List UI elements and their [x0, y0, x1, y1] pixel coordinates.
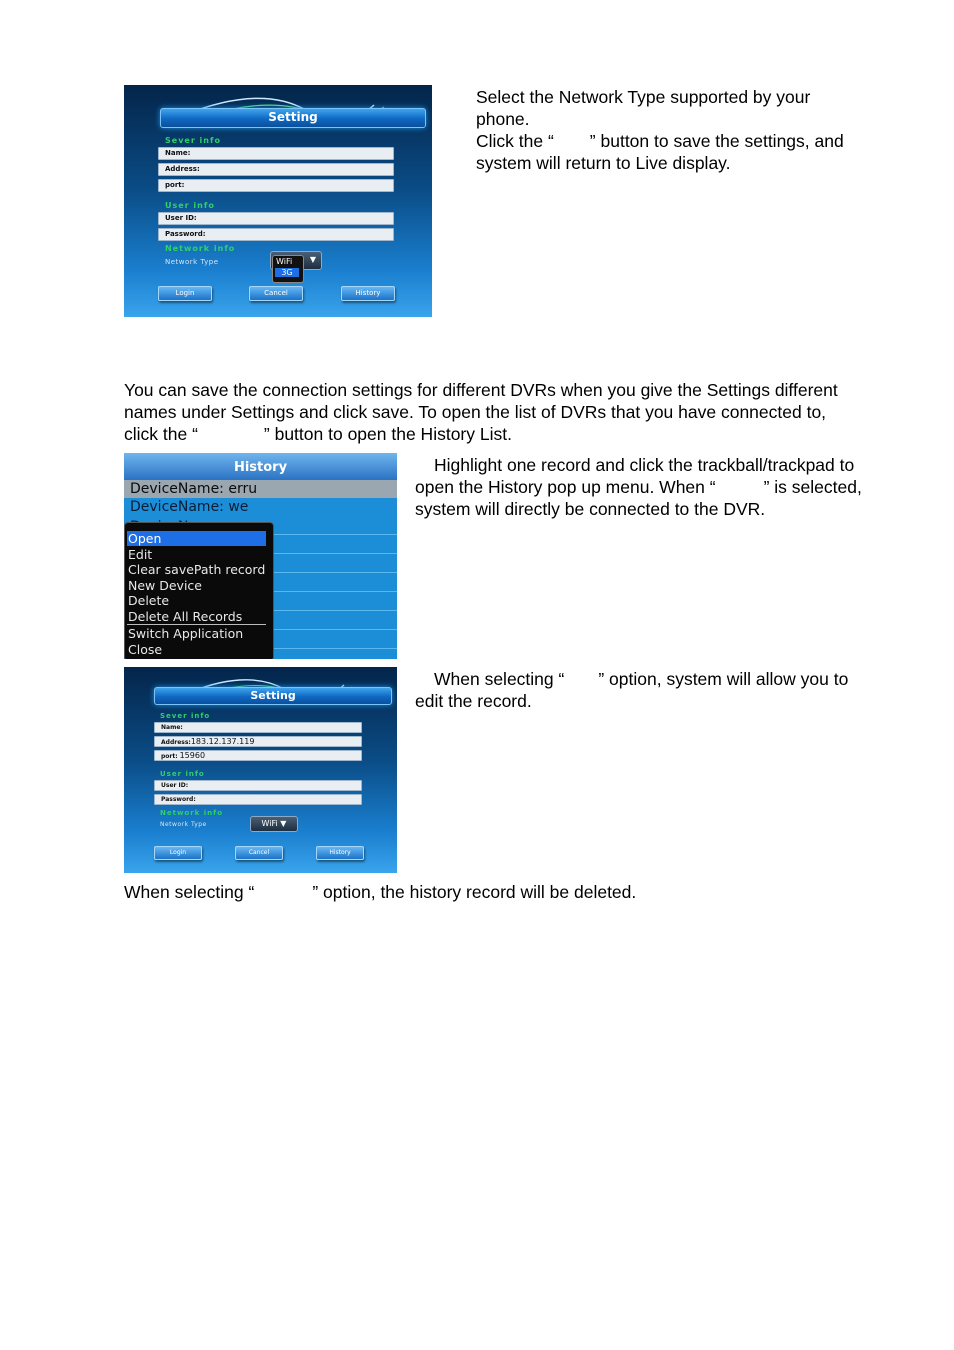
cancel-button[interactable]: Cancel: [235, 846, 283, 860]
network-type-label: Network Type: [160, 821, 207, 828]
section3-line1: Highlight one record and click the trackball/trackpad to: [434, 455, 855, 475]
menu-item-close[interactable]: Close: [128, 642, 163, 657]
section1-line1: Select the Network Type supported by your: [476, 87, 811, 107]
user-info-heading: User info: [160, 770, 205, 778]
user-id-label: User ID:: [165, 214, 197, 222]
history-row[interactable]: [124, 498, 397, 516]
address-value: 183.12.137.119: [190, 737, 255, 746]
history-title-bar: [124, 453, 397, 480]
network-type-dropdown[interactable]: [250, 816, 298, 832]
history-button[interactable]: History: [341, 286, 395, 301]
user-info-heading: User info: [165, 201, 215, 210]
user-id-field[interactable]: [154, 780, 362, 791]
name-field[interactable]: [158, 147, 394, 160]
menu-divider: [127, 624, 266, 625]
menu-item-clear-savepath[interactable]: Clear savePath record: [128, 562, 266, 577]
history-item: DeviceName: we: [130, 499, 249, 515]
network-info-heading: Network info: [165, 244, 236, 253]
cancel-button[interactable]: Cancel: [249, 286, 303, 301]
menu-item-new-device[interactable]: New Device: [128, 578, 202, 593]
password-label: Password:: [161, 796, 196, 803]
option-3g[interactable]: 3G: [275, 268, 299, 277]
network-info-heading: Network info: [160, 809, 224, 817]
user-id-label: User ID:: [161, 782, 189, 789]
network-type-value: WiFi ▼: [261, 819, 287, 828]
menu-item-edit[interactable]: Edit: [128, 547, 153, 562]
address-field[interactable]: [154, 736, 362, 747]
server-info-heading: Sever info: [160, 712, 211, 720]
setting-screenshot: [124, 85, 432, 317]
menu-item-open[interactable]: Open: [128, 531, 162, 546]
section5-text: [124, 881, 914, 903]
section5-line1-post: ” option, the history record will be deleted.: [312, 882, 637, 902]
network-type-label: Network Type: [165, 258, 219, 266]
section4-line1-pre: When selecting “: [434, 669, 565, 689]
section3-line2-post: ” is selected,: [763, 477, 862, 497]
section3-line2-pre: open the History pop up menu. When “: [415, 477, 716, 497]
section4-line1-post: ” option, system will allow you to: [598, 669, 849, 689]
history-item: DeviceName: erru: [130, 481, 258, 497]
history-screenshot: [124, 453, 397, 659]
history-title: History: [233, 460, 288, 475]
section3-text: [415, 454, 915, 520]
page-title: Setting: [268, 110, 318, 124]
setting-title-banner: [154, 687, 392, 705]
network-type-options: [272, 255, 304, 283]
port-label: port:: [161, 753, 178, 760]
name-field[interactable]: [154, 722, 362, 733]
section2-line1: You can save the connection settings for different DVRs when you give the Settings different: [124, 380, 838, 400]
option-wifi[interactable]: WiFi: [276, 257, 293, 266]
history-selected-row[interactable]: [124, 480, 397, 498]
section1-line4: system will return to Live display.: [476, 153, 731, 173]
port-field[interactable]: [158, 179, 394, 192]
chevron-down-icon: ▼: [309, 255, 316, 264]
section2-line2: names under Settings and click save. To open the list of DVRs that you have connected to,: [124, 402, 827, 422]
name-label: Name:: [161, 724, 183, 731]
history-popup-menu: [124, 522, 274, 659]
address-label: Address:: [161, 739, 191, 746]
setting-title-banner: [160, 108, 426, 128]
section2-text: [124, 379, 914, 445]
section1-line3-pre: Click the “: [476, 131, 554, 151]
section1-text: [476, 86, 916, 174]
menu-item-delete-all[interactable]: Delete All Records: [128, 609, 243, 624]
password-field[interactable]: [154, 794, 362, 805]
section4-line2: edit the record.: [415, 691, 532, 711]
section1-line3-post: ” button to save the settings, and: [589, 131, 844, 151]
name-label: Name:: [165, 149, 191, 157]
page-title: Setting: [250, 689, 296, 702]
password-label: Password:: [165, 230, 206, 238]
login-button[interactable]: Login: [158, 286, 212, 301]
section5-line1-pre: When selecting “: [124, 882, 255, 902]
history-button[interactable]: History: [316, 846, 364, 860]
user-id-field[interactable]: [158, 212, 394, 225]
address-field[interactable]: [158, 163, 394, 176]
server-info-heading: Sever info: [165, 136, 221, 145]
section4-text: [415, 668, 915, 712]
section1-line2: phone.: [476, 109, 530, 129]
password-field[interactable]: [158, 228, 394, 241]
menu-item-delete[interactable]: Delete: [128, 593, 170, 608]
address-label: Address:: [165, 165, 200, 173]
port-field[interactable]: [154, 750, 362, 761]
section3-line3: system will directly be connected to the DVR.: [415, 499, 766, 519]
section2-line3-pre: click the “: [124, 424, 198, 444]
port-value: 15960: [179, 751, 206, 760]
menu-item-switch-application[interactable]: Switch Application: [128, 626, 244, 641]
section2-line3-post: ” button to open the History List.: [263, 424, 512, 444]
login-button[interactable]: Login: [154, 846, 202, 860]
edit-setting-screenshot: [124, 667, 397, 873]
port-label: port:: [165, 181, 185, 189]
